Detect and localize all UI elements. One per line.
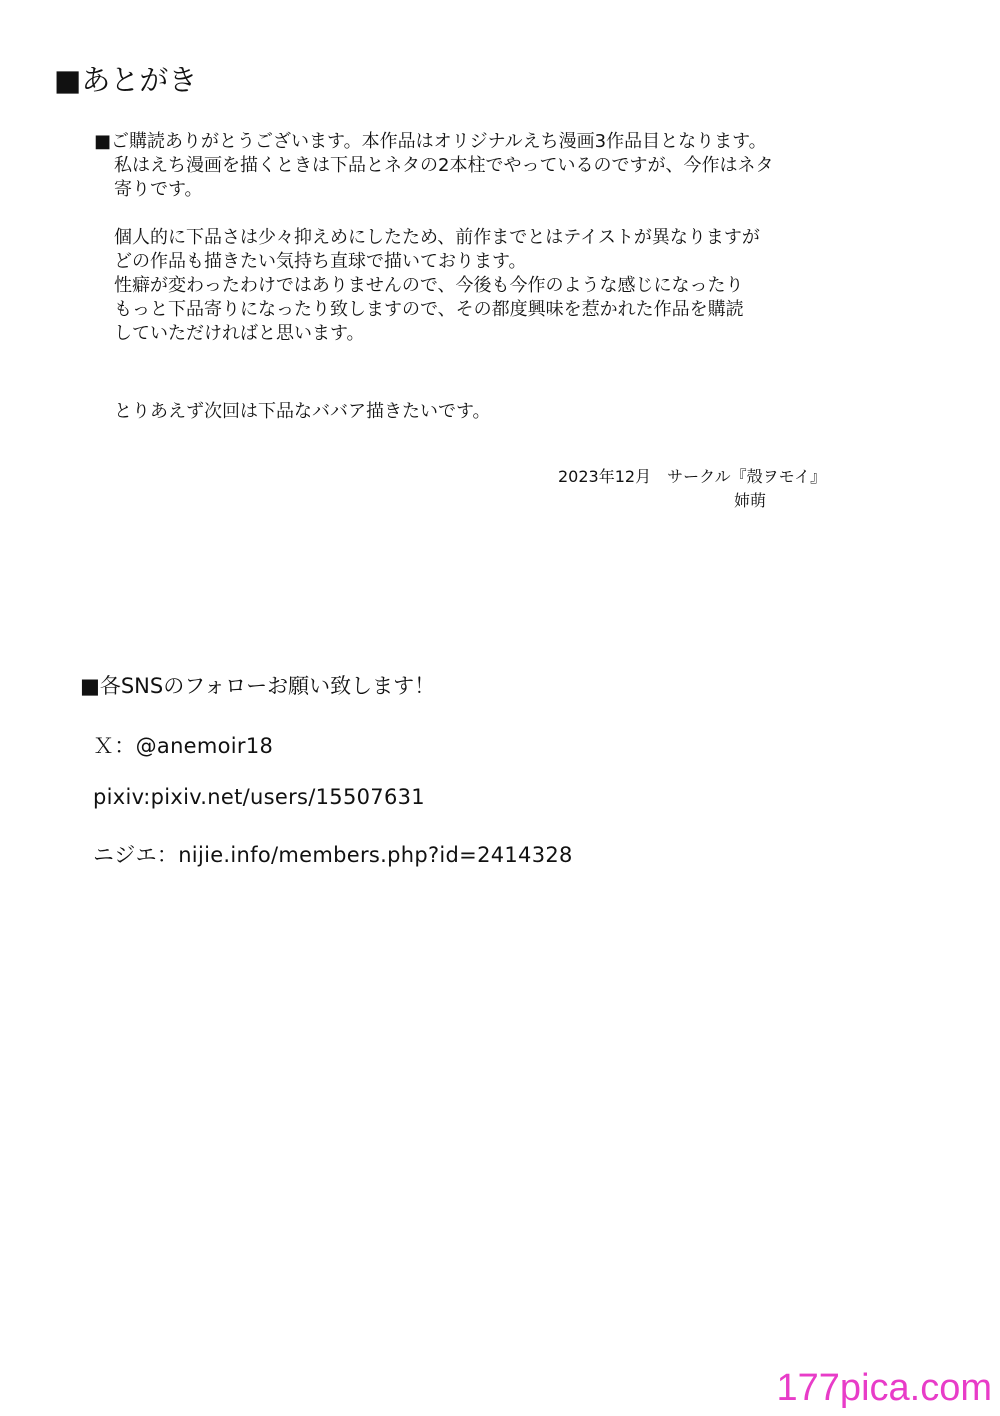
afterword-paragraph-2	[94, 226, 760, 346]
paragraph-line: 個人的に下品さは少々抑えめにしたため、前作までとはテイストが異なりますが	[114, 227, 760, 248]
signature-date-circle: 2023年12月 サークル『殻ヲモイ』	[558, 467, 827, 486]
paragraph-line: もっと下品寄りになったり致しますので、その都度興味を惹かれた作品を購読	[114, 299, 744, 320]
paragraph-line: 私はえち漫画を描くときは下品とネタの2本柱でやっているのですが、今作はネタ	[114, 155, 774, 176]
signature-author: 姉萌	[734, 491, 767, 510]
sns-nijie-link: ニジエ：nijie.info/members.php?id=2414328	[93, 843, 573, 867]
afterword-paragraph-1	[94, 130, 773, 202]
sns-heading: ■各SNSのフォローお願い致します！	[80, 674, 436, 698]
paragraph-line: 性癖が変わったわけではありませんので、今後も今作のような感じになったり	[114, 275, 744, 296]
afterword-heading: ■あとがき	[54, 63, 198, 97]
paragraph-line: 寄りです。	[114, 179, 203, 200]
paragraph-line: とりあえず次回は下品なババア描きたいです。	[114, 401, 491, 422]
afterword-paragraph-3	[94, 400, 491, 424]
sns-pixiv-link: pixiv:pixiv.net/users/15507631	[93, 785, 425, 809]
paragraph-line: ■ご購読ありがとうございます。本作品はオリジナルえち漫画3作品目となります。	[94, 131, 767, 152]
paragraph-line: どの作品も描きたい気持ち直球で描いております。	[114, 251, 527, 272]
paragraph-line: していただければと思います。	[114, 323, 365, 344]
sns-x-handle: Ｘ：@anemoir18	[93, 734, 274, 758]
watermark-logo: 177pica.com	[776, 1367, 992, 1409]
